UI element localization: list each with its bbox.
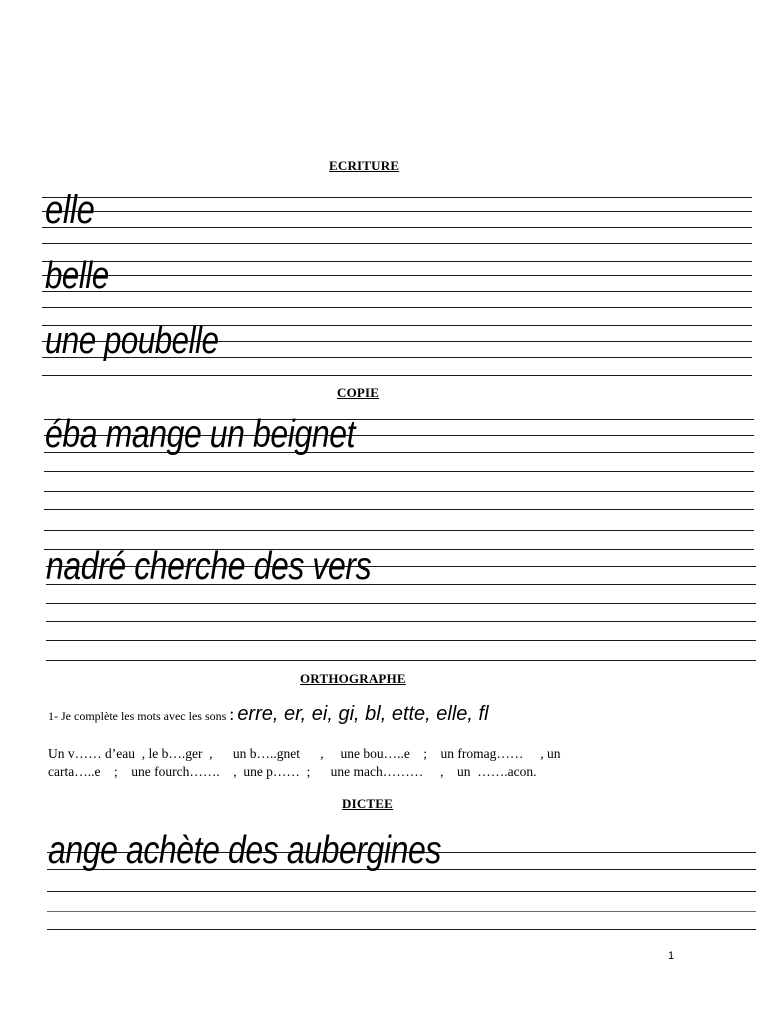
- orthographe-instruction: [48, 703, 489, 726]
- page-number: 1: [668, 950, 675, 962]
- ecriture-word-une-poubelle: une poubelle: [45, 320, 219, 362]
- ecriture-word-elle: elle: [45, 188, 95, 232]
- dictee-sentence: ange achète des aubergines: [48, 829, 441, 872]
- ruled-line: [46, 660, 756, 661]
- ruled-line: [46, 640, 756, 641]
- ruled-line: [46, 621, 756, 622]
- instruction-text: 1- Je complète les mots avec les sons: [48, 709, 227, 723]
- ruled-line: [46, 603, 756, 604]
- exercise-line-1: Un v…… d’eau , le b….ger , un b…..gnet , une bou…..e ; un fromag…… , un: [48, 746, 561, 761]
- copie-sentence-1: éba mange un beignet: [45, 413, 356, 456]
- ruled-line: [42, 227, 752, 228]
- ruled-line: [44, 471, 754, 472]
- ruled-line: [42, 307, 752, 308]
- section-heading-orthographe: ORTHOGRAPHE: [300, 671, 406, 686]
- ruled-line: [42, 375, 752, 376]
- ruled-line: [44, 491, 754, 492]
- ruled-line: [47, 911, 756, 912]
- section-heading-dictee: DICTEE: [342, 796, 394, 811]
- ruled-line: [44, 530, 754, 531]
- section-heading-copie: COPIE: [337, 385, 380, 400]
- instruction-colon: :: [229, 704, 235, 724]
- ruled-line: [42, 275, 752, 276]
- ruled-line: [47, 929, 756, 930]
- ruled-line: [42, 291, 752, 292]
- section-heading-ecriture: ECRITURE: [329, 158, 400, 173]
- ruled-line: [47, 891, 756, 892]
- copie-sentence-2: nadré cherche des vers: [46, 545, 372, 588]
- ruled-line: [42, 211, 752, 212]
- ruled-line: [42, 261, 752, 262]
- exercise-line-2: carta…..e ; une fourch……. , une p…… ; une mach……… , un …….acon.: [48, 764, 537, 779]
- ecriture-word-belle: belle: [45, 255, 109, 297]
- ruled-line: [44, 509, 754, 510]
- ruled-line: [42, 243, 752, 244]
- ruled-line: [42, 197, 752, 198]
- sounds-list: erre, er, ei, gi, bl, ette, elle, fl: [237, 703, 489, 725]
